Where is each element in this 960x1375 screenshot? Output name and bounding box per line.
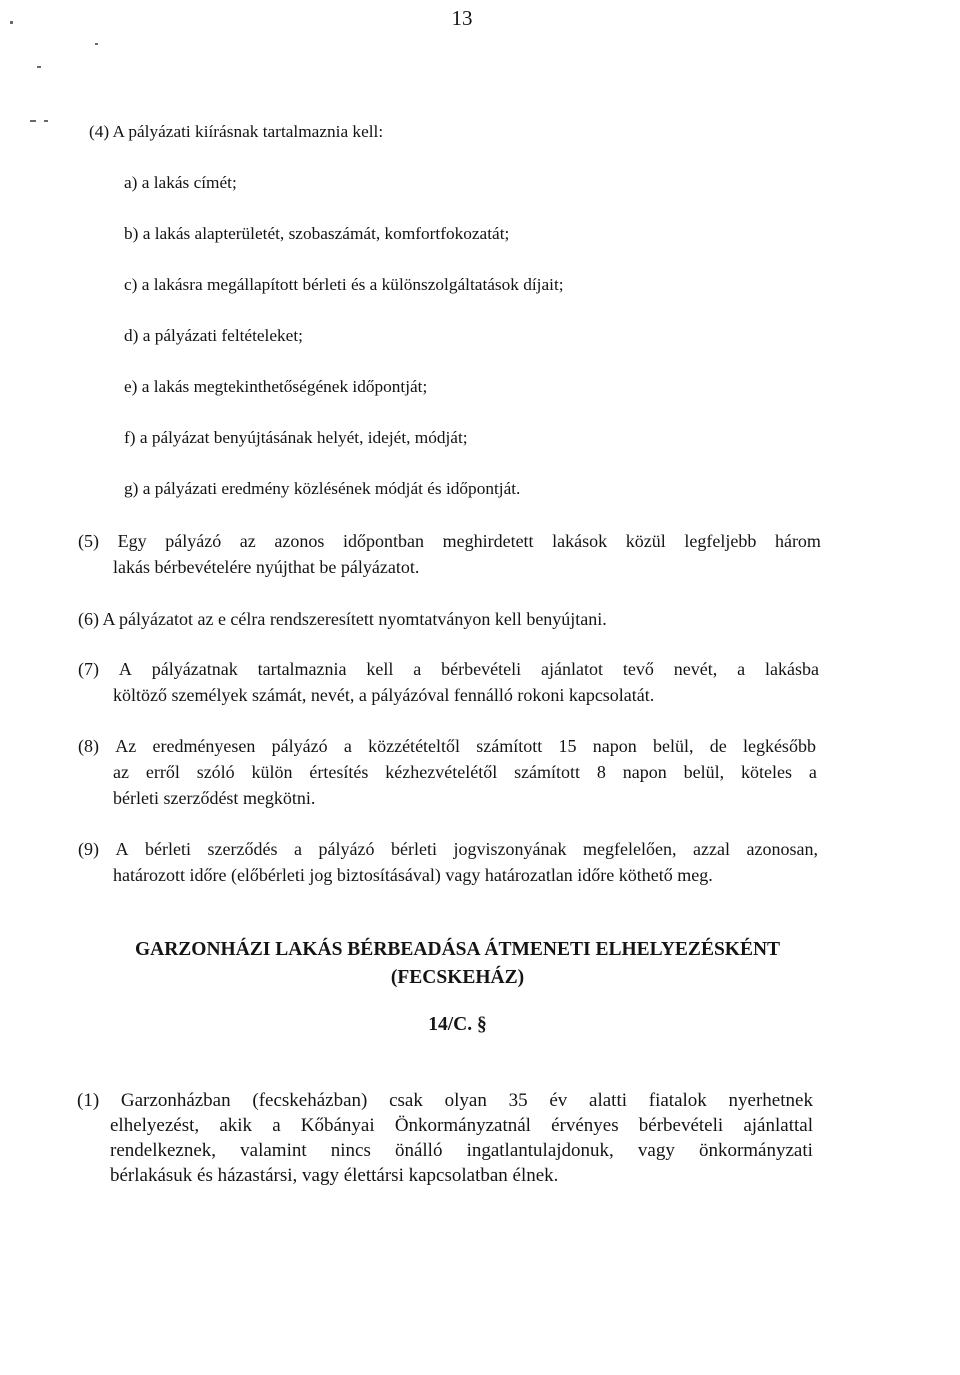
word: a [413, 659, 422, 679]
word: Önkormányzatnál [394, 1115, 531, 1136]
paragraph-5-line [78, 530, 821, 552]
word: erről [145, 762, 180, 782]
word: Kőbányai [300, 1115, 375, 1136]
paragraph-7-line: költöző személyek számát, nevét, a pályázóval fennálló rokoni kapcsolatát. [113, 685, 655, 705]
word: a [808, 762, 817, 782]
word: valamint [240, 1140, 307, 1161]
section-14c-p1-line: bérlakásuk és házastársi, vagy élettársi kapcsolatban élnek. [110, 1165, 559, 1186]
word: ajánlatot [541, 659, 603, 679]
word: számított [476, 736, 543, 756]
list-item: g) a pályázati eredmény közlésének módját és időpontját. [124, 479, 521, 498]
word: de [709, 736, 727, 756]
word: köteles [741, 762, 792, 782]
word: (5) [78, 531, 99, 551]
word: azzal [693, 839, 730, 859]
paragraph-9-line [78, 838, 818, 860]
word: legfeljebb [684, 531, 757, 551]
section-number: 14/C. § [428, 1014, 487, 1035]
paragraph-8-line [78, 735, 816, 757]
list-item: f) a pályázat benyújtásának helyét, idejét, módját; [124, 428, 468, 447]
word: ingatlantulajdonuk, [466, 1140, 614, 1161]
page-number: 13 [451, 6, 473, 30]
paragraph-8-line: bérleti szerződést megkötni. [113, 788, 316, 808]
word: tartalmaznia [257, 659, 347, 679]
word: közzétételtől [368, 736, 461, 756]
word: rendelkeznek, [110, 1140, 217, 1161]
word: pályázó [271, 736, 328, 756]
word: önálló [394, 1140, 443, 1161]
list-item: b) a lakás alapterületét, szobaszámát, komfortfokozatát; [124, 224, 510, 243]
word: a [294, 839, 303, 859]
word: elhelyezést, [110, 1115, 200, 1136]
scan-mark [37, 66, 41, 68]
word: lakások [552, 531, 608, 551]
word: A [118, 659, 132, 679]
word: olyan [444, 1090, 487, 1111]
section-14c-p1-line [110, 1115, 813, 1137]
word: fiatalok [648, 1090, 707, 1111]
word: nincs [330, 1140, 371, 1161]
word: az [113, 762, 129, 782]
word: csak [389, 1090, 423, 1111]
word: 35 [508, 1090, 528, 1111]
word: napon [622, 762, 667, 782]
paragraph-8-line [113, 761, 817, 783]
word: a [272, 1115, 281, 1136]
paragraph-7-line [78, 658, 819, 680]
word: belül, [683, 762, 725, 782]
word: pályázatnak [151, 659, 238, 679]
scan-mark [10, 21, 13, 24]
word: kell [366, 659, 394, 679]
word: kézhezvételétől [385, 762, 498, 782]
word: nyerhetnek [728, 1090, 813, 1111]
word: bérbevételi [441, 659, 522, 679]
word: önkormányzati [698, 1140, 813, 1161]
section-14c-p1-line [77, 1090, 813, 1112]
scan-mark [30, 120, 36, 122]
word: alatti [589, 1090, 628, 1111]
word: három [774, 531, 821, 551]
word: (7) [78, 659, 99, 679]
word: az [239, 531, 256, 551]
word: azonos [274, 531, 325, 551]
word: külön [251, 762, 293, 782]
paragraph-6: (6) A pályázatot az e célra rendszeresített nyomtatványon kell benyújtani. [78, 609, 607, 629]
scan-mark [44, 120, 48, 122]
word: vagy [637, 1140, 675, 1161]
word: közül [625, 531, 666, 551]
word: akik [219, 1115, 253, 1136]
paragraph-9-line: határozott időre (előbérleti jog biztosításával) vagy határozatlan időre köthető meg. [113, 865, 713, 885]
section-14c-p1-line [110, 1140, 813, 1162]
word: Az [115, 736, 137, 756]
word: értesítés [309, 762, 369, 782]
word: bérleti [391, 839, 437, 859]
section-heading: GARZONHÁZI LAKÁS BÉRBEADÁSA ÁTMENETI ELHELYEZÉSKÉNT [134, 939, 781, 960]
word: azonosan, [746, 839, 818, 859]
word: 15 [558, 736, 577, 756]
section-heading-sub: (FECSKEHÁZ) [390, 967, 525, 988]
word: (1) [77, 1090, 100, 1111]
word: pályázó [165, 531, 222, 551]
list-item: a) a lakás címét; [124, 173, 237, 192]
word: (9) [78, 839, 99, 859]
list-item: e) a lakás megtekinthetőségének időpontját; [124, 377, 428, 396]
list-item: c) a lakásra megállapított bérleti és a különszolgáltatások díjait; [124, 275, 564, 294]
word: szerződés [207, 839, 278, 859]
word: tevő [622, 659, 654, 679]
word: ajánlattal [743, 1115, 813, 1136]
word: Egy [117, 531, 147, 551]
word: nevét, [673, 659, 718, 679]
word: bérbevételi [638, 1115, 724, 1136]
word: (8) [78, 736, 99, 756]
word: meghirdetett [442, 531, 534, 551]
word: szóló [196, 762, 235, 782]
word: napon [592, 736, 637, 756]
list-item: d) a pályázati feltételeket; [124, 326, 303, 345]
word: a [343, 736, 352, 756]
word: 8 [596, 762, 606, 782]
word: év [549, 1090, 568, 1111]
word: A [115, 839, 129, 859]
word: lakásba [764, 659, 819, 679]
word: jogviszonyának [453, 839, 567, 859]
word: Garzonházban [120, 1090, 231, 1111]
word: számított [514, 762, 581, 782]
word: legkésőbb [742, 736, 816, 756]
word: (fecskeházban) [252, 1090, 368, 1111]
word: érvényes [551, 1115, 619, 1136]
word: eredményesen [152, 736, 256, 756]
word: belül, [652, 736, 694, 756]
word: megfelelően, [583, 839, 677, 859]
word: a [737, 659, 746, 679]
section-4-intro: (4) A pályázati kiírásnak tartalmaznia kell: [89, 122, 384, 141]
scan-mark [95, 43, 98, 45]
word: időpontban [342, 531, 424, 551]
word: pályázó [318, 839, 375, 859]
paragraph-5-line: lakás bérbevételére nyújthat be pályázatot. [113, 557, 420, 577]
word: bérleti [145, 839, 192, 859]
